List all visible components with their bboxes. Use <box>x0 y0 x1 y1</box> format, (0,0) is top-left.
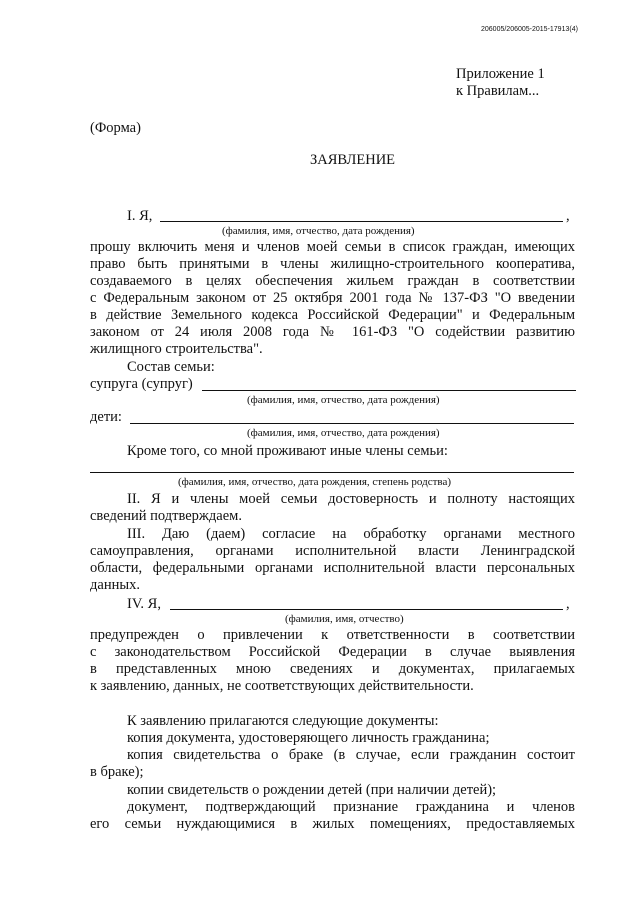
section3-line: самоуправления, органами исполнительной власти Ленинградской <box>90 543 575 559</box>
section1-prefix: I. Я, <box>127 208 153 224</box>
rules-reference: к Правилам... <box>456 83 540 99</box>
other-members-line <box>90 472 574 473</box>
section4-prefix: IV. Я, <box>127 596 161 612</box>
appendix-label: Приложение 1 <box>456 66 545 82</box>
section1-line: в действие Земельного кодекса Российской Федерации" и Федеральным <box>90 307 575 323</box>
section2-line: сведений подтверждаем. <box>90 508 242 524</box>
section1-line: законом от 24 июля 2008 года № 161-ФЗ "О содействии развитию <box>90 324 575 340</box>
document-id: 206005/206005-2015-17913(4) <box>481 26 578 33</box>
section1-line: прошу включить меня и членов моей семьи в список граждан, имеющих <box>90 239 575 255</box>
attachment-item: в браке); <box>90 764 144 780</box>
attachment-item: копии свидетельств о рождении детей (при наличии детей); <box>127 782 497 798</box>
spouse-label: супруга (супруг) <box>90 376 193 392</box>
other-members-caption: (фамилия, имя, отчество, дата рождения, степень родства) <box>178 476 451 488</box>
section4-comma: , <box>566 596 570 612</box>
section1-line: право быть принятыми в члены жилищно-строительного кооператива, <box>90 256 575 272</box>
section1-line: с Федеральным законом от 25 октября 2001 года № 137-ФЗ "О введении <box>90 290 575 306</box>
section1-line: жилищного строительства". <box>90 341 263 357</box>
section1-comma: , <box>566 208 570 224</box>
children-label: дети: <box>90 409 122 425</box>
section1-line: создаваемого в целях обеспечения жильем граждан в соответствии <box>90 273 575 289</box>
section2-line: II. Я и члены моей семьи достоверность и полноту настоящих <box>127 491 575 507</box>
attachment-item: его семьи нуждающимися в жилых помещениях, предоставляемых <box>90 816 575 832</box>
applicant-name-line <box>160 221 563 222</box>
section3-line: III. Даю (даем) согласие на обработку органами местного <box>127 526 575 542</box>
section4-name-caption: (фамилия, имя, отчество) <box>285 613 404 625</box>
section4-line: в представленных мною сведениях и документах, прилагаемых <box>90 661 575 677</box>
spouse-line <box>202 390 576 391</box>
section4-line: к заявлению, данных, не соответствующих действительности. <box>90 678 474 694</box>
children-caption: (фамилия, имя, отчество, дата рождения) <box>247 427 440 439</box>
attachment-item: копия свидетельства о браке (в случае, если гражданин состоит <box>127 747 575 763</box>
section4-name-line <box>170 609 563 610</box>
attachment-item: документ, подтверждающий признание гражданина и членов <box>127 799 575 815</box>
section4-line: с законодательством Российской Федерации в случае выявления <box>90 644 575 660</box>
attachments-heading: К заявлению прилагаются следующие документы: <box>127 713 439 729</box>
spouse-caption: (фамилия, имя, отчество, дата рождения) <box>247 394 440 406</box>
attachment-item: копия документа, удостоверяющего личность гражданина; <box>127 730 490 746</box>
section4-line: предупрежден о привлечении к ответственности в соответствии <box>90 627 575 643</box>
form-label: (Форма) <box>90 120 141 136</box>
family-heading: Состав семьи: <box>127 359 215 375</box>
applicant-name-caption: (фамилия, имя, отчество, дата рождения) <box>222 225 415 237</box>
children-line <box>130 423 574 424</box>
section3-line: данных. <box>90 577 140 593</box>
page-title: ЗАЯВЛЕНИЕ <box>310 152 396 168</box>
section3-line: области, федеральными органами исполнительной власти персональных <box>90 560 575 576</box>
other-members-text: Кроме того, со мной проживают иные члены семьи: <box>127 443 448 459</box>
